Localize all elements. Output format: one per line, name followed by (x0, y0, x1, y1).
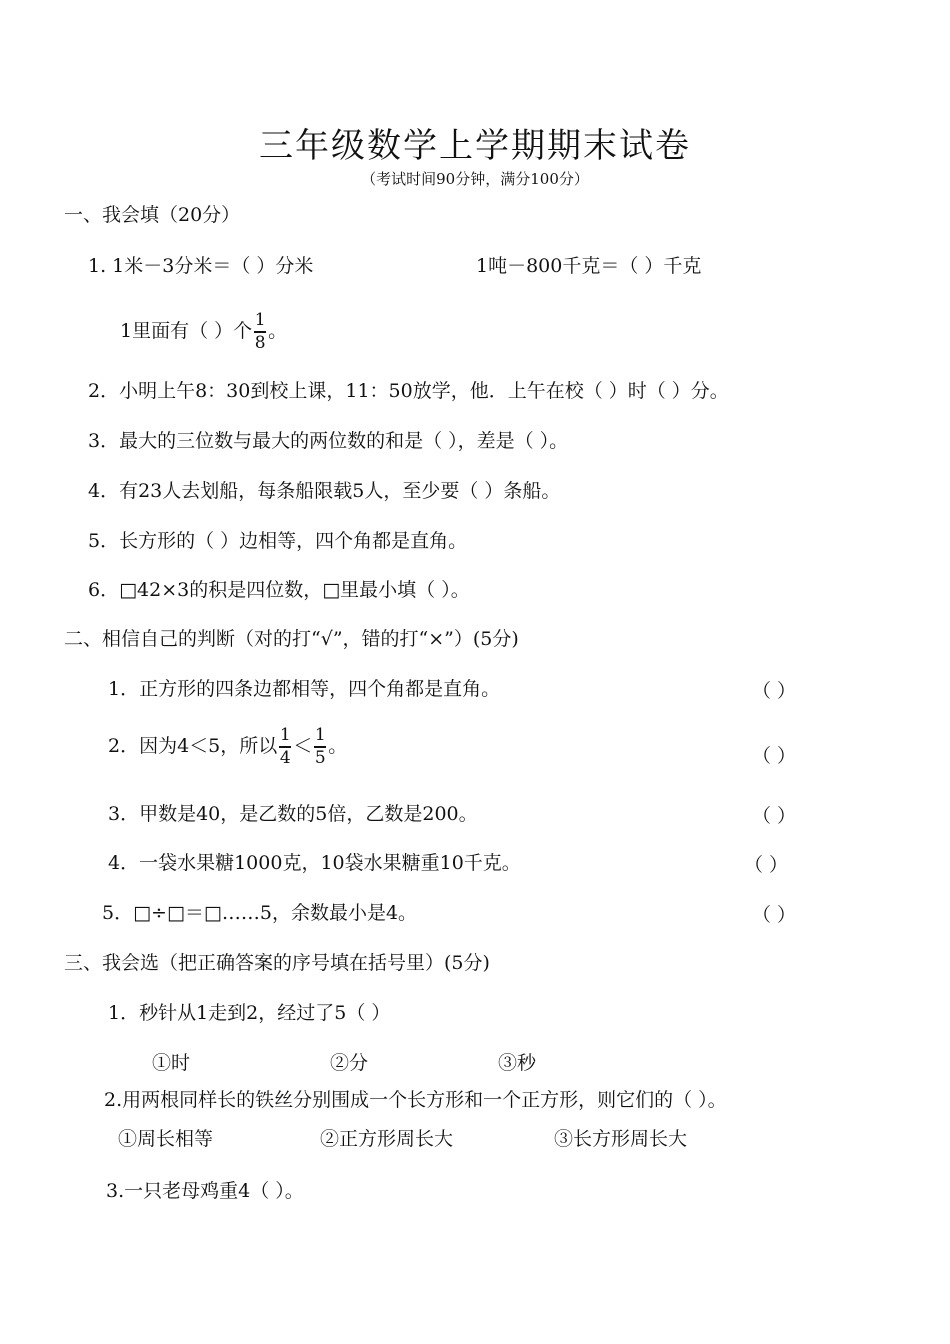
s3-q2-option-3: ③长方形周长大 (554, 1128, 688, 1150)
s2-q2-text: 2．因为4＜5，所以 (108, 735, 278, 757)
s2-q2-end: 。 (328, 735, 348, 757)
fraction-numerator: 1 (279, 725, 291, 746)
less-than-sign: ＜ (293, 735, 313, 757)
s3-q2-option-1: ①周长相等 (118, 1128, 214, 1150)
s1-question-6: 6．□42×3的积是四位数，□里最小填（ ）。 (88, 579, 470, 601)
answer-paren: （ ） (752, 680, 797, 702)
s1-q1c-text: 1里面有（ ）个 (120, 320, 253, 342)
s1-question-4: 4．有23人去划船，每条船限载5人，至少要（ ）条船。 (88, 480, 561, 502)
answer-paren: （ ） (744, 854, 789, 876)
s2-question-2 (108, 706, 347, 786)
s3-question-3: 3.一只老母鸡重4（ ）。 (106, 1180, 304, 1202)
fraction-denominator: 8 (254, 332, 266, 353)
section2-heading: 二、相信自己的判断（对的打“√”，错的打“×”）(5分) (64, 628, 519, 650)
s3-q1-option-2: ②分 (330, 1052, 369, 1074)
exam-info: （考试时间90分钟，满分100分） (361, 170, 589, 188)
fraction-numerator: 1 (314, 725, 326, 746)
s3-question-1: 1．秒针从1走到2，经过了5（ ） (108, 1002, 391, 1024)
s3-q1-option-1: ①时 (152, 1052, 191, 1074)
s1-question-1a: 1. 1米－3分米＝（ ）分米 (88, 255, 314, 277)
s3-question-2: 2.用两根同样长的铁丝分别围成一个长方形和一个正方形，则它们的（ ）。 (104, 1089, 727, 1111)
s1-q1c-end: 。 (268, 320, 288, 342)
fraction-one-fourth (279, 726, 291, 768)
s2-question-3: 3．甲数是40，是乙数的5倍，乙数是200。 (108, 803, 478, 825)
section3-heading: 三、我会选（把正确答案的序号填在括号里）(5分) (64, 952, 490, 974)
page-title: 三年级数学上学期期末试卷 (259, 126, 691, 166)
s2-question-4: 4．一袋水果糖1000克，10袋水果糖重10千克。 (108, 852, 521, 874)
s2-question-1: 1．正方形的四条边都相等，四个角都是直角。 (108, 678, 501, 700)
s1-question-3: 3．最大的三位数与最大的两位数的和是（ ），差是（ ）。 (88, 430, 569, 452)
s1-question-1b: 1吨－800千克＝（ ）千克 (476, 255, 702, 277)
fraction-denominator: 4 (279, 747, 291, 768)
s3-q1-option-3: ③秒 (498, 1052, 537, 1074)
answer-paren: （ ） (752, 904, 797, 926)
section1-heading: 一、我会填（20分） (64, 204, 241, 226)
s1-question-2: 2．小明上午8：30到校上课，11：50放学，他．上午在校（ ）时（ ）分。 (88, 380, 729, 402)
s1-question-1c (120, 296, 287, 366)
fraction-denominator: 5 (314, 747, 326, 768)
answer-paren: （ ） (752, 745, 797, 767)
fraction-one-eighth (254, 311, 266, 353)
fraction-numerator: 1 (254, 310, 266, 331)
s2-question-5: 5．□÷□＝□……5，余数最小是4。 (102, 902, 418, 924)
fraction-one-fifth (314, 726, 326, 768)
s3-q2-option-2: ②正方形周长大 (320, 1128, 454, 1150)
answer-paren: （ ） (752, 805, 797, 827)
s1-question-5: 5．长方形的（ ）边相等，四个角都是直角。 (88, 530, 468, 552)
